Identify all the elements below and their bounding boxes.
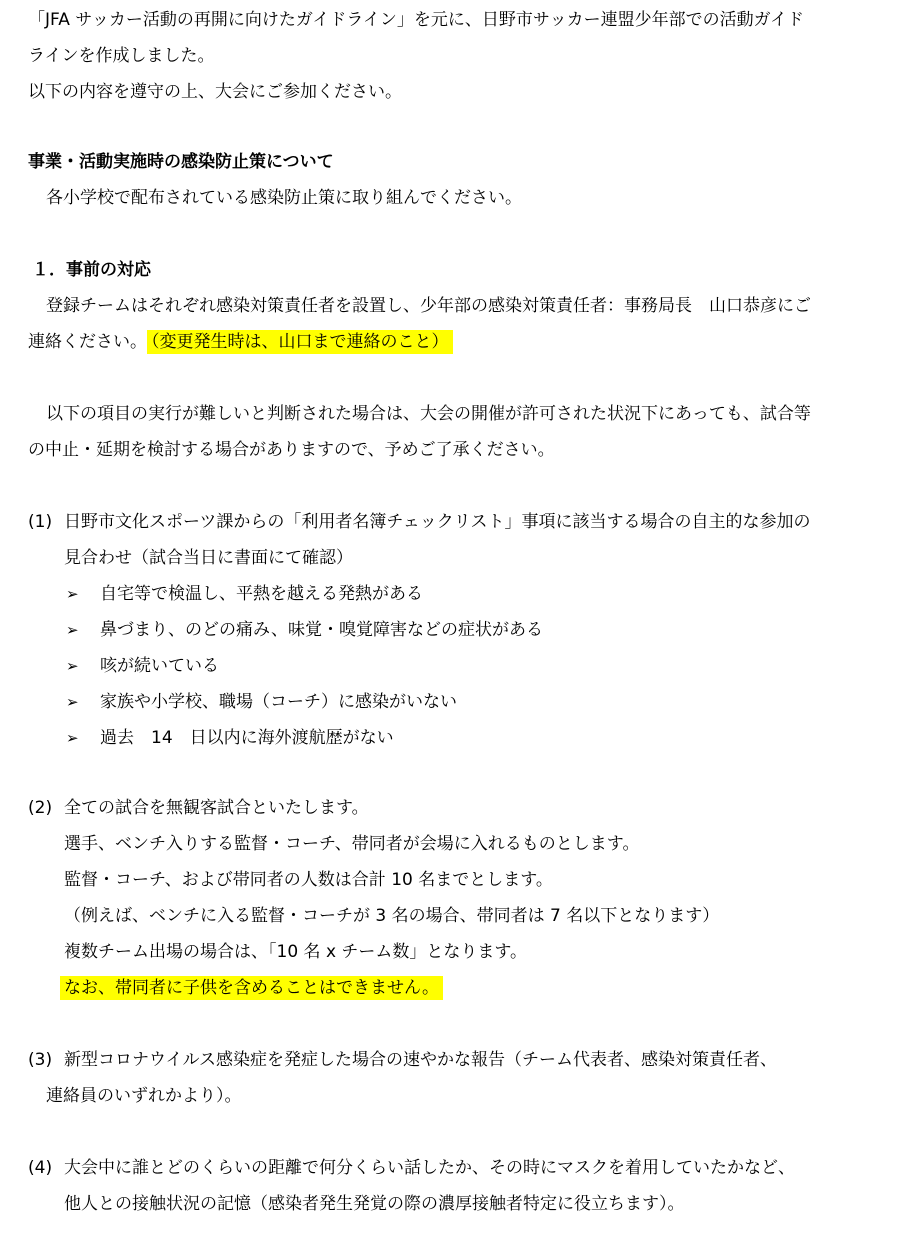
item-2-line-2: 選手、ベンチ入りする監督・コーチ、帯同者が会場に入れるものとします。 xyxy=(64,834,640,854)
no-children-highlight: なお、帯同者に子供を含めることはできません。 xyxy=(60,976,443,1000)
section-1-para1-line2 xyxy=(28,328,453,356)
item-2-line-3: 監督・コーチ、および帯同者の人数は合計 10 名までとします。 xyxy=(64,870,553,890)
item-3-number: (3) xyxy=(28,1050,53,1070)
item-2-line-1: 全ての試合を無観客試合といたします。 xyxy=(64,798,369,818)
checklist-item xyxy=(0,580,900,608)
arrow-bullet-icon: ➢ xyxy=(66,693,79,711)
checklist-item-text: 咳が続いている xyxy=(100,656,219,676)
item-4-line-2: 他人との接触状況の記憶（感染者発生発覚の際の濃厚接触者特定に役立ちます）。 xyxy=(64,1194,685,1214)
item-2-highlight-line xyxy=(60,974,443,1002)
arrow-bullet-icon: ➢ xyxy=(66,729,79,747)
item-1-number: (1) xyxy=(28,512,53,532)
checklist-item-text: 自宅等で検温し、平熱を越える発熱がある xyxy=(100,584,423,604)
infection-section-body: 各小学校で配布されている感染防止策に取り組んでください。 xyxy=(46,188,522,208)
item-4-line-1: 大会中に誰とどのくらいの距離で何分くらい話したか、その時にマスクを着用していたかなど、 xyxy=(64,1158,795,1178)
arrow-bullet-icon: ➢ xyxy=(66,621,79,639)
contact-change-highlight: （変更発生時は、山口まで連絡のこと） xyxy=(147,330,453,354)
section-1-para2-line1: 以下の項目の実行が難しいと判断された場合は、大会の開催が許可された状況下にあっても、試合等 xyxy=(46,404,811,424)
section-1-para2-line2: の中止・延期を検討する場合がありますので、予めご了承ください。 xyxy=(28,440,555,460)
section-1-para1-text: 連絡ください。 xyxy=(28,332,147,352)
item-1-line-2: 見合わせ（試合当日に書面にて確認） xyxy=(64,548,353,568)
item-3-line-1: 新型コロナウイルス感染症を発症した場合の速やかな報告（チーム代表者、感染対策責任者、 xyxy=(64,1050,777,1070)
checklist-item xyxy=(0,688,900,716)
item-2-line-4: （例えば、ベンチに入る監督・コーチが 3 名の場合、帯同者は 7 名以下となります） xyxy=(64,906,720,926)
arrow-bullet-icon: ➢ xyxy=(66,585,79,603)
checklist-item-text: 過去 14 日以内に海外渡航歴がない xyxy=(100,728,394,748)
infection-section-heading: 事業・活動実施時の感染防止策について xyxy=(28,152,334,172)
item-3-line-2: 連絡員のいずれかより）。 xyxy=(46,1086,242,1106)
checklist-item xyxy=(0,724,900,752)
checklist-item-text: 鼻づまり、のどの痛み、味覚・嗅覚障害などの症状がある xyxy=(100,620,544,640)
section-1-para1-line1: 登録チームはそれぞれ感染対策責任者を設置し、少年部の感染対策責任者：事務局長 山口恭彦にご xyxy=(46,296,811,316)
intro-line-3: 以下の内容を遵守の上、大会にご参加ください。 xyxy=(28,82,402,102)
intro-line-2: ラインを作成しました。 xyxy=(28,46,215,66)
section-1-heading: １．事前の対応 xyxy=(32,260,151,280)
checklist-item-text: 家族や小学校、職場（コーチ）に感染がいない xyxy=(100,692,457,712)
item-4-number: (4) xyxy=(28,1158,53,1178)
checklist-item xyxy=(0,652,900,680)
item-2-line-5: 複数チーム出場の場合は、「10 名 x チーム数」となります。 xyxy=(64,942,528,962)
arrow-bullet-icon: ➢ xyxy=(66,657,79,675)
intro-line-1: 「JFA サッカー活動の再開に向けたガイドライン」を元に、日野市サッカー連盟少年部での活動ガイド xyxy=(28,10,805,30)
checklist-item xyxy=(0,616,900,644)
item-1-line-1: 日野市文化スポーツ課からの「利用者名簿チェックリスト」事項に該当する場合の自主的な参加の xyxy=(64,512,811,532)
item-2-number: (2) xyxy=(28,798,53,818)
